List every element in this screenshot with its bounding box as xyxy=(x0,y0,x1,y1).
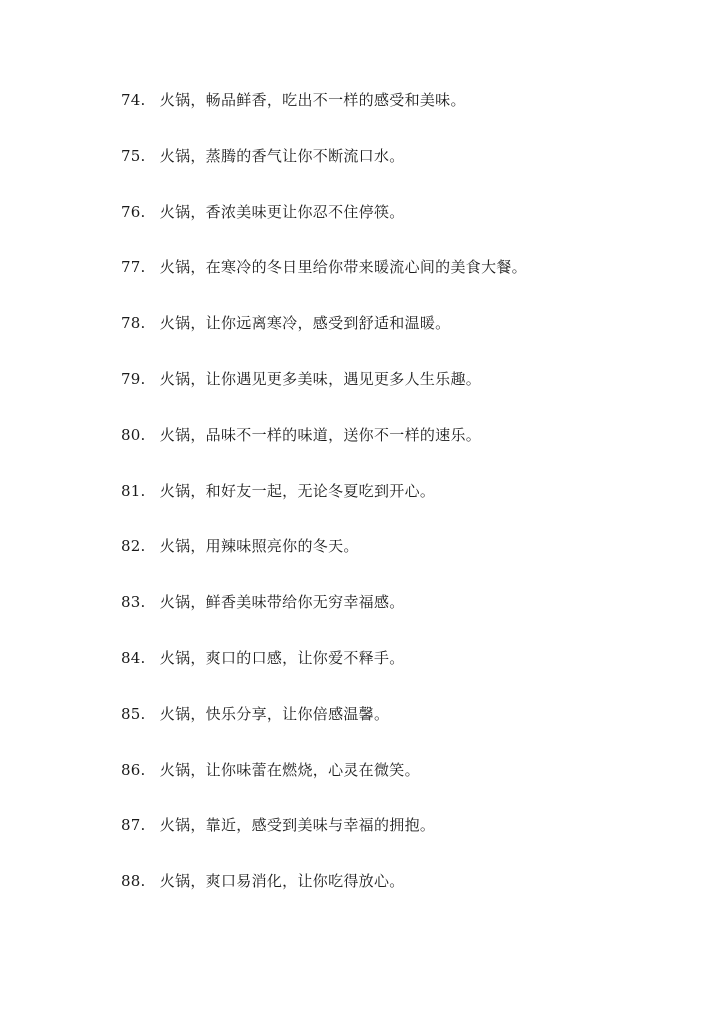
list-item xyxy=(121,421,527,477)
item-text: 火锅，爽口的口感，让你爱不释手。 xyxy=(159,648,405,667)
list-item xyxy=(121,867,527,923)
item-number: 80. xyxy=(121,425,146,444)
item-number: 82. xyxy=(121,537,146,556)
item-number: 79. xyxy=(121,369,146,388)
list-item xyxy=(121,811,527,867)
item-number: 74. xyxy=(121,91,146,109)
item-number: 86. xyxy=(121,760,146,779)
item-text: 火锅，让你远离寒冷，感受到舒适和温暖。 xyxy=(159,314,451,333)
list-item xyxy=(121,253,527,309)
item-number: 75. xyxy=(121,146,146,165)
item-text: 火锅，品味不一样的味道，送你不一样的速乐。 xyxy=(159,425,482,444)
item-number: 83. xyxy=(121,593,146,612)
item-text: 火锅，用辣味照亮你的冬天。 xyxy=(159,537,359,556)
item-number: 87. xyxy=(121,816,146,835)
item-text: 火锅，靠近，感受到美味与幸福的拥抱。 xyxy=(159,816,436,835)
list-item xyxy=(121,477,527,533)
list-item xyxy=(121,365,527,421)
list-item xyxy=(121,700,527,756)
item-text: 火锅，鲜香美味带给你无穷幸福感。 xyxy=(159,593,405,612)
item-number: 84. xyxy=(121,648,146,667)
item-number: 85. xyxy=(121,704,146,723)
item-text: 火锅，畅品鲜香，吃出不一样的感受和美味。 xyxy=(159,91,466,109)
item-text: 火锅，在寒冷的冬日里给你带来暖流心间的美食大餐。 xyxy=(159,258,527,277)
numbered-list xyxy=(121,86,527,923)
item-number: 77. xyxy=(121,258,146,277)
item-number: 81. xyxy=(121,481,146,500)
item-number: 88. xyxy=(121,872,146,891)
list-item xyxy=(121,532,527,588)
item-text: 火锅，让你遇见更多美味，遇见更多人生乐趣。 xyxy=(159,369,482,388)
list-item xyxy=(121,588,527,644)
list-item xyxy=(121,756,527,812)
item-text: 火锅，爽口易消化，让你吃得放心。 xyxy=(159,872,405,891)
list-item xyxy=(121,644,527,700)
item-text: 火锅，香浓美味更让你忍不住停筷。 xyxy=(159,202,405,221)
item-number: 76. xyxy=(121,202,146,221)
item-text: 火锅，快乐分享，让你倍感温馨。 xyxy=(159,704,390,723)
item-number: 78. xyxy=(121,314,146,333)
item-text: 火锅，让你味蕾在燃烧，心灵在微笑。 xyxy=(159,760,420,779)
list-item xyxy=(121,86,527,142)
item-text: 火锅，和好友一起，无论冬夏吃到开心。 xyxy=(159,481,436,500)
item-text: 火锅，蒸腾的香气让你不断流口水。 xyxy=(159,146,405,165)
list-item xyxy=(121,142,527,198)
list-item xyxy=(121,198,527,254)
list-item xyxy=(121,309,527,365)
